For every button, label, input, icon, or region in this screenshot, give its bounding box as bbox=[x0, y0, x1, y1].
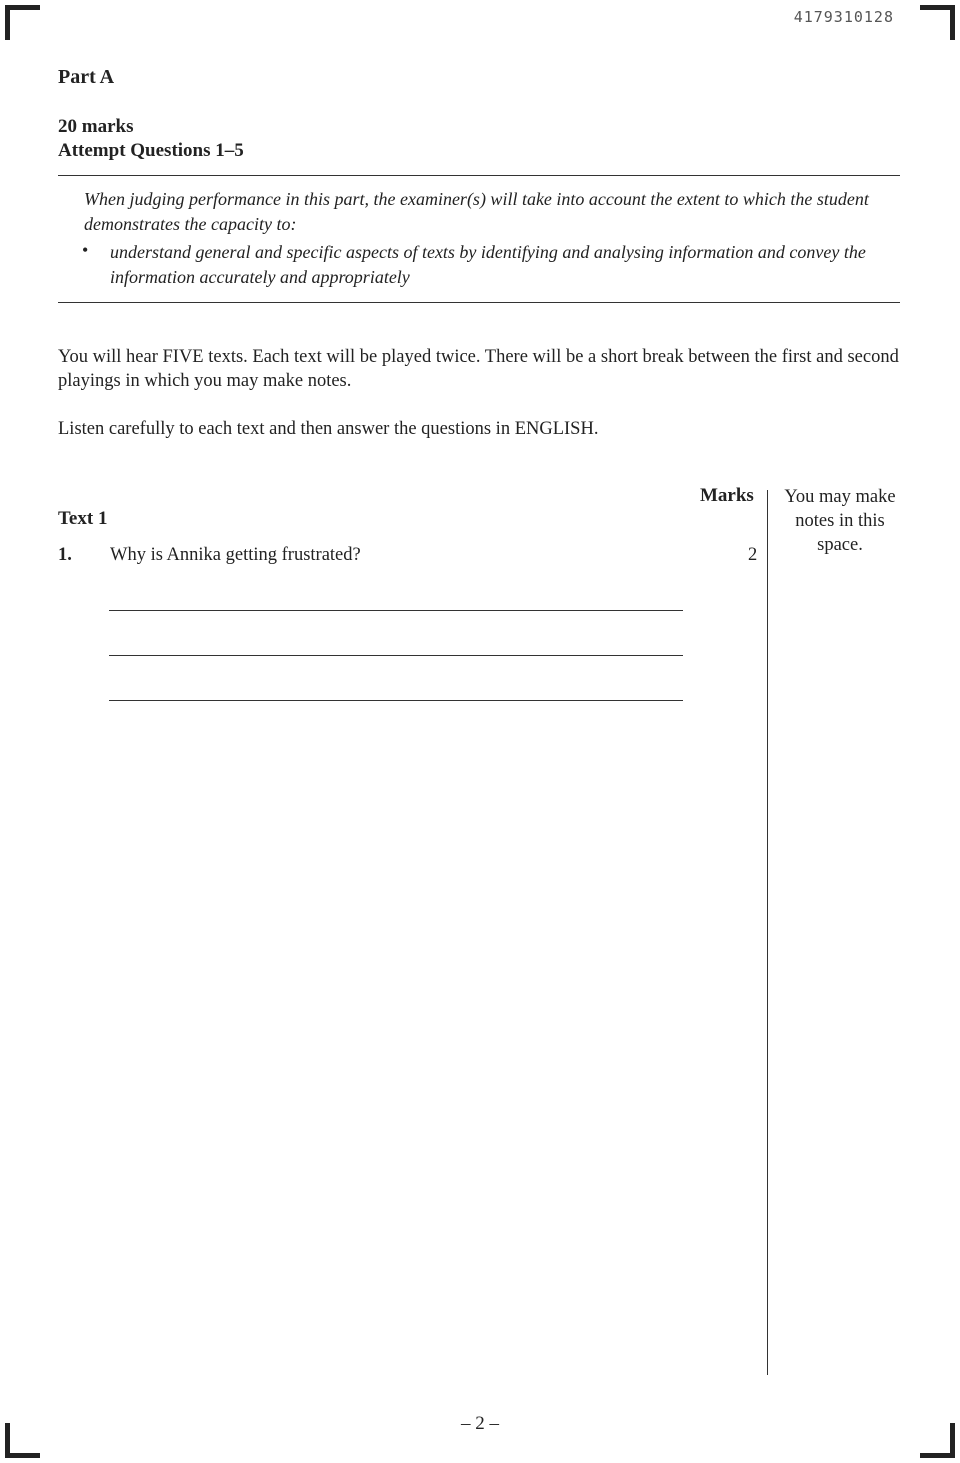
question-number: 1. bbox=[58, 545, 72, 565]
question-text: Why is Annika getting frustrated? bbox=[110, 545, 361, 565]
barcode-id: 4179310128 bbox=[793, 8, 894, 26]
section-attempt: Attempt Questions 1–5 bbox=[58, 140, 244, 161]
section-title: Part A bbox=[58, 66, 115, 88]
crop-mark-top-left bbox=[5, 5, 40, 40]
criteria-rule-bottom bbox=[58, 302, 900, 303]
answer-line[interactable] bbox=[109, 655, 683, 656]
text-heading: Text 1 bbox=[58, 508, 108, 529]
answer-line[interactable] bbox=[109, 700, 683, 701]
criteria-intro: When judging performance in this part, the examiner(s) will take into account the extent to which the student demonstrates the capacity to: bbox=[84, 189, 869, 234]
margin-divider bbox=[767, 490, 768, 1375]
section-marks: 20 marks bbox=[58, 116, 134, 137]
bullet-dot: • bbox=[82, 240, 89, 260]
notes-heading: You may make notes in this space. bbox=[784, 487, 896, 555]
question-marks: 2 bbox=[748, 545, 758, 565]
instruction-paragraph: You will hear FIVE texts. Each text will be played twice. There will be a short break between the first and second playings in which you may make notes. bbox=[58, 347, 899, 391]
criteria-rule-top bbox=[58, 175, 900, 176]
crop-mark-top-right bbox=[920, 5, 955, 40]
marks-heading: Marks bbox=[700, 485, 754, 506]
instruction-paragraph: Listen carefully to each text and then answer the questions in ENGLISH. bbox=[58, 419, 599, 439]
criteria-bullet: understand general and specific aspects of texts by identifying and analysing information and convey the information accurately and appropriately bbox=[110, 242, 866, 287]
page-number: – 2 – bbox=[461, 1413, 499, 1434]
answer-line[interactable] bbox=[109, 610, 683, 611]
